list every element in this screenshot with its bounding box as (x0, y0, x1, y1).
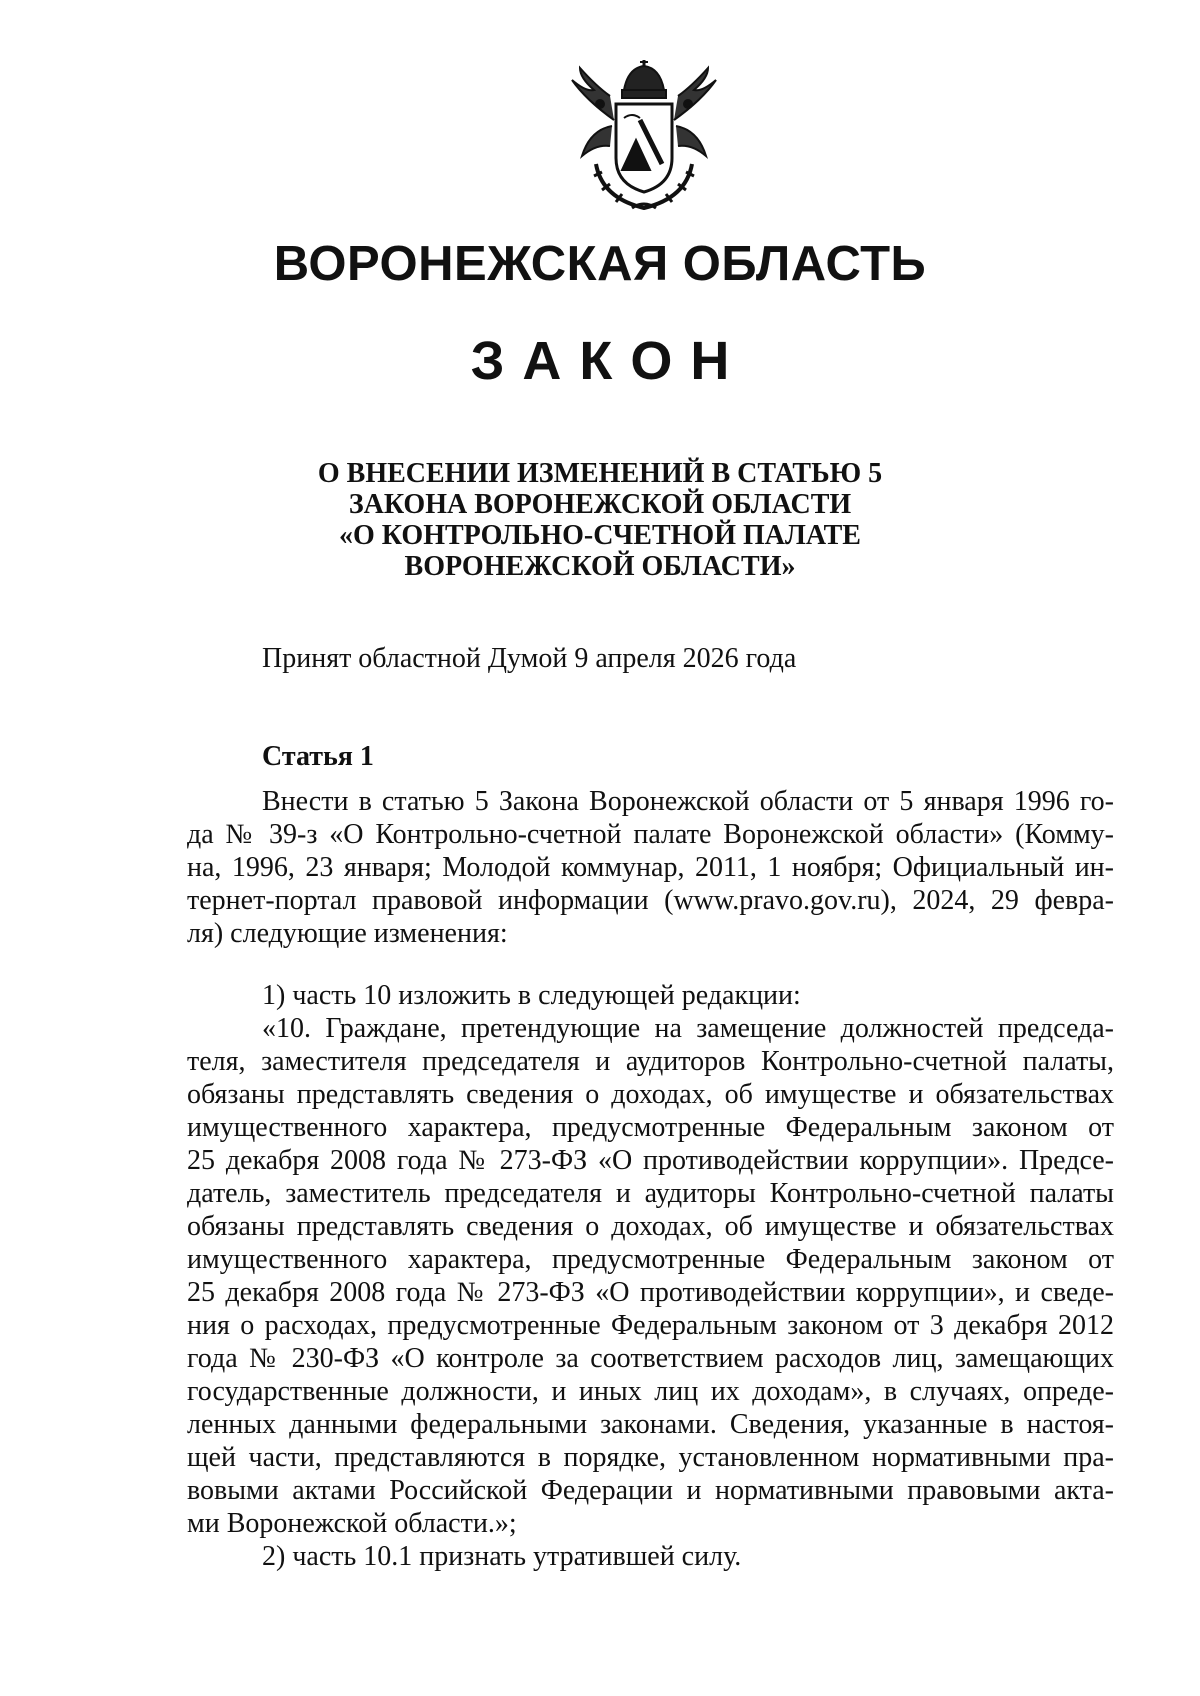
item-1-heading: 1) часть 10 изложить в следующей редакции: (262, 980, 801, 1011)
subject-line: «О КОНТРОЛЬНО-СЧЕТНОЙ ПАЛАТЕ (339, 520, 861, 551)
text-line: обязаны представлять сведения о доходах, об имуществе и обязательствах (187, 1211, 1114, 1242)
text-line: имущественного характера, предусмотренные Федеральным законом от (187, 1112, 1114, 1143)
subject-line: ВОРОНЕЖСКОЙ ОБЛАСТИ» (404, 551, 796, 582)
text-line: вовыми актами Российской Федерации и нормативными правовыми акта- (187, 1475, 1114, 1506)
text-line: 25 декабря 2008 года № 273-ФЗ «О противодействии коррупции». Предсе- (187, 1145, 1114, 1176)
item-2: 2) часть 10.1 признать утратившей силу. (262, 1541, 742, 1572)
text-line: 25 декабря 2008 года № 273-ФЗ «О противодействии коррупции», и сведе- (187, 1277, 1114, 1308)
article-items (187, 979, 1114, 1573)
text-line: да № 39-з «О Контрольно-счетной палате Воронежской области» (Комму- (187, 819, 1114, 850)
article-heading: Статья 1 (262, 741, 374, 772)
subject-line: ЗАКОНА ВОРОНЕЖСКОЙ ОБЛАСТИ (348, 489, 852, 520)
article-intro-paragraph (187, 785, 1114, 950)
adoption-note: Принят областной Думой 9 апреля 2026 года (262, 643, 797, 674)
text-line: года № 230-ФЗ «О контроле за соответствием расходов лиц, замещающих (187, 1343, 1114, 1374)
text-line: государственные должности, и иных лиц их доходам», в случаях, опреде- (187, 1376, 1114, 1407)
region-title: ВОРОНЕЖСКАЯ ОБЛАСТЬ (273, 237, 927, 291)
text-line: Внести в статью 5 Закона Воронежской области от 5 января 1996 го- (262, 786, 1114, 817)
subject-line: О ВНЕСЕНИИ ИЗМЕНЕНИЙ В СТАТЬЮ 5 (317, 458, 883, 489)
text-line: ми Воронежской области.»; (187, 1508, 517, 1539)
document-type-title: ЗАКОН (470, 331, 748, 391)
text-line: датель, заместитель председателя и аудиторы Контрольно-счетной палаты (187, 1178, 1114, 1209)
coat-of-arms-icon (566, 60, 722, 214)
law-subject-heading (0, 458, 1200, 582)
text-line: ленных данными федеральными законами. Сведения, указанные в настоя- (187, 1409, 1114, 1440)
text-line: ния о расходах, предусмотренные Федеральным законом от 3 декабря 2012 (187, 1310, 1114, 1341)
text-line: имущественного характера, предусмотренные Федеральным законом от (187, 1244, 1114, 1275)
text-line: обязаны представлять сведения о доходах, об имуществе и обязательствах (187, 1079, 1114, 1110)
text-line: ля) следующие изменения: (187, 918, 508, 949)
text-line: на, 1996, 23 января; Молодой коммунар, 2011, 1 ноября; Официальный ин- (187, 852, 1114, 883)
text-line: теля, заместителя председателя и аудиторов Контрольно-счетной палаты, (187, 1046, 1114, 1077)
text-line: тернет-портал правовой информации (www.pravo.gov.ru), 2024, 29 февра- (187, 885, 1114, 916)
text-line: «10. Граждане, претендующие на замещение должностей председа- (262, 1013, 1114, 1044)
text-line: щей части, представляются в порядке, установленном нормативными пра- (187, 1442, 1114, 1473)
